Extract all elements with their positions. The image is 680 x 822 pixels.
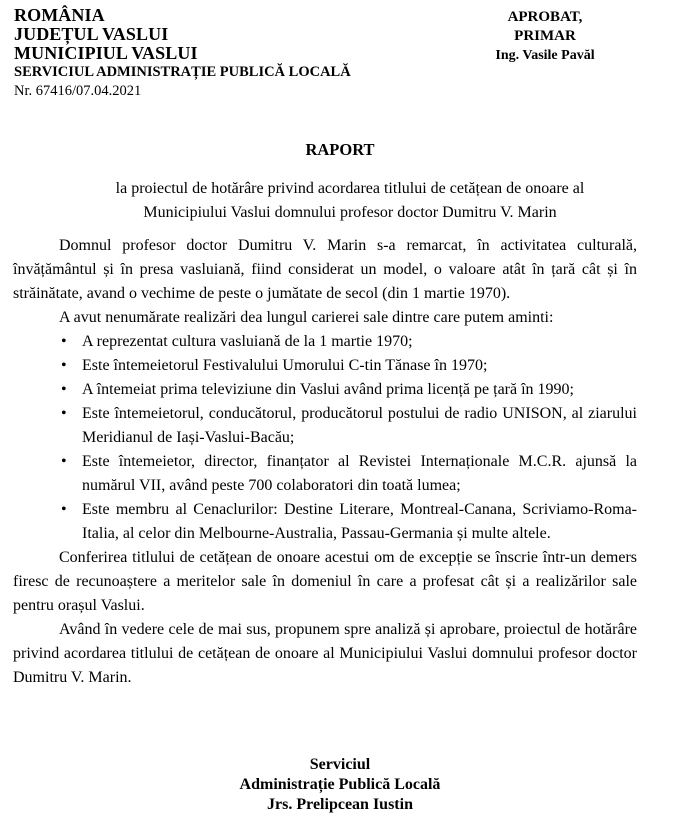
bullet-icon: • xyxy=(61,405,67,422)
list-item xyxy=(13,402,637,450)
subtitle-line-2: Municipiului Vaslui domnului profesor doctor Dumitru V. Marin xyxy=(143,204,557,221)
list-item-text: Este întemeietorul Festivalului Umorului C-tin Tănase în 1970; xyxy=(82,357,488,374)
list-item xyxy=(13,354,637,378)
bullet-icon: • xyxy=(61,381,67,398)
list-item xyxy=(13,498,637,546)
report-body xyxy=(13,234,637,690)
approval-label: APROBAT, xyxy=(507,9,583,25)
list-item-text: Este membru al Cenaclurilor: Destine Literare, Montreal-Canana, Scriviamo-Roma-Italia, al celor din Melbourne-Australia, Passau-Germania și multe altele. xyxy=(82,501,637,542)
country-name: ROMÂNIA xyxy=(14,5,105,25)
bullet-icon: • xyxy=(61,453,67,470)
municipality-name: MUNICIPIUL VASLUI xyxy=(14,43,198,63)
list-item-text: Este întemeietor, director, finanțator al Revistei Internaționale M.C.R. ajunsă la numărul VII, având peste 700 colaboratori din toată lumea; xyxy=(82,453,637,494)
paragraph-achievements-intro: A avut nenumărate realizări dea lungul carierei sale dintre care putem aminti: xyxy=(59,309,554,326)
issuer-block xyxy=(14,6,351,101)
county-name: JUDEȚUL VASLUI xyxy=(14,24,169,44)
paragraph-proposal: Având în vedere cele de mai sus, propunem spre analiză și aprobare, proiectul de hotărâre privind acordarea titlului de cetățean de onoare al Municipiului Vaslui domnului profesor doctor Dumitru V. Marin. xyxy=(13,621,637,686)
bullet-icon: • xyxy=(61,333,67,350)
approval-block xyxy=(470,8,620,65)
approver-name: Ing. Vasile Pavăl xyxy=(495,48,595,63)
signature-department: Administrație Publică Locală xyxy=(239,776,441,793)
document-title: RAPORT xyxy=(305,140,375,159)
signature-name: Jrs. Prelipcean Iustin xyxy=(267,796,413,813)
document-subtitle xyxy=(60,177,640,225)
signature-block xyxy=(0,755,680,815)
paragraph-intro: Domnul profesor doctor Dumitru V. Marin s-a remarcat, în activitatea culturală, învățământul și în presa vasluiană, fiind considerat un model, o valoare atât în țară cât și în străinătate, avand o vechime de peste o jumătate de secol (din 1 martie 1970). xyxy=(13,237,637,302)
department-name: SERVICIUL ADMINISTRAȚIE PUBLICĂ LOCALĂ xyxy=(14,64,351,80)
list-item xyxy=(13,378,637,402)
list-item xyxy=(13,450,637,498)
list-item-text: A reprezentat cultura vasluiană de la 1 martie 1970; xyxy=(82,333,413,350)
list-item-text: Este întemeietorul, conducătorul, producătorul postului de radio UNISON, al ziarului Meridianul de Iași-Vaslui-Bacău; xyxy=(82,405,637,446)
signature-service: Serviciul xyxy=(309,756,371,773)
registration-number: Nr. 67416/07.04.2021 xyxy=(14,83,142,99)
list-item xyxy=(13,330,637,354)
bullet-icon: • xyxy=(61,357,67,374)
approver-title: PRIMAR xyxy=(514,28,576,44)
achievements-list xyxy=(13,330,637,546)
list-item-text: A întemeiat prima televiziune din Vaslui având prima licență pe țară în 1990; xyxy=(82,381,574,398)
subtitle-line-1: la proiectul de hotărâre privind acordarea titlului de cetățean de onoare al xyxy=(115,180,585,197)
paragraph-conclusion: Conferirea titlului de cetățean de onoare acestui om de excepție se înscrie într-un demers firesc de recunoaștere a meritelor sale în domeniul în care a profesat cât și a realizărilor sale pentru orașul Vaslui. xyxy=(13,549,637,614)
bullet-icon: • xyxy=(61,501,67,518)
